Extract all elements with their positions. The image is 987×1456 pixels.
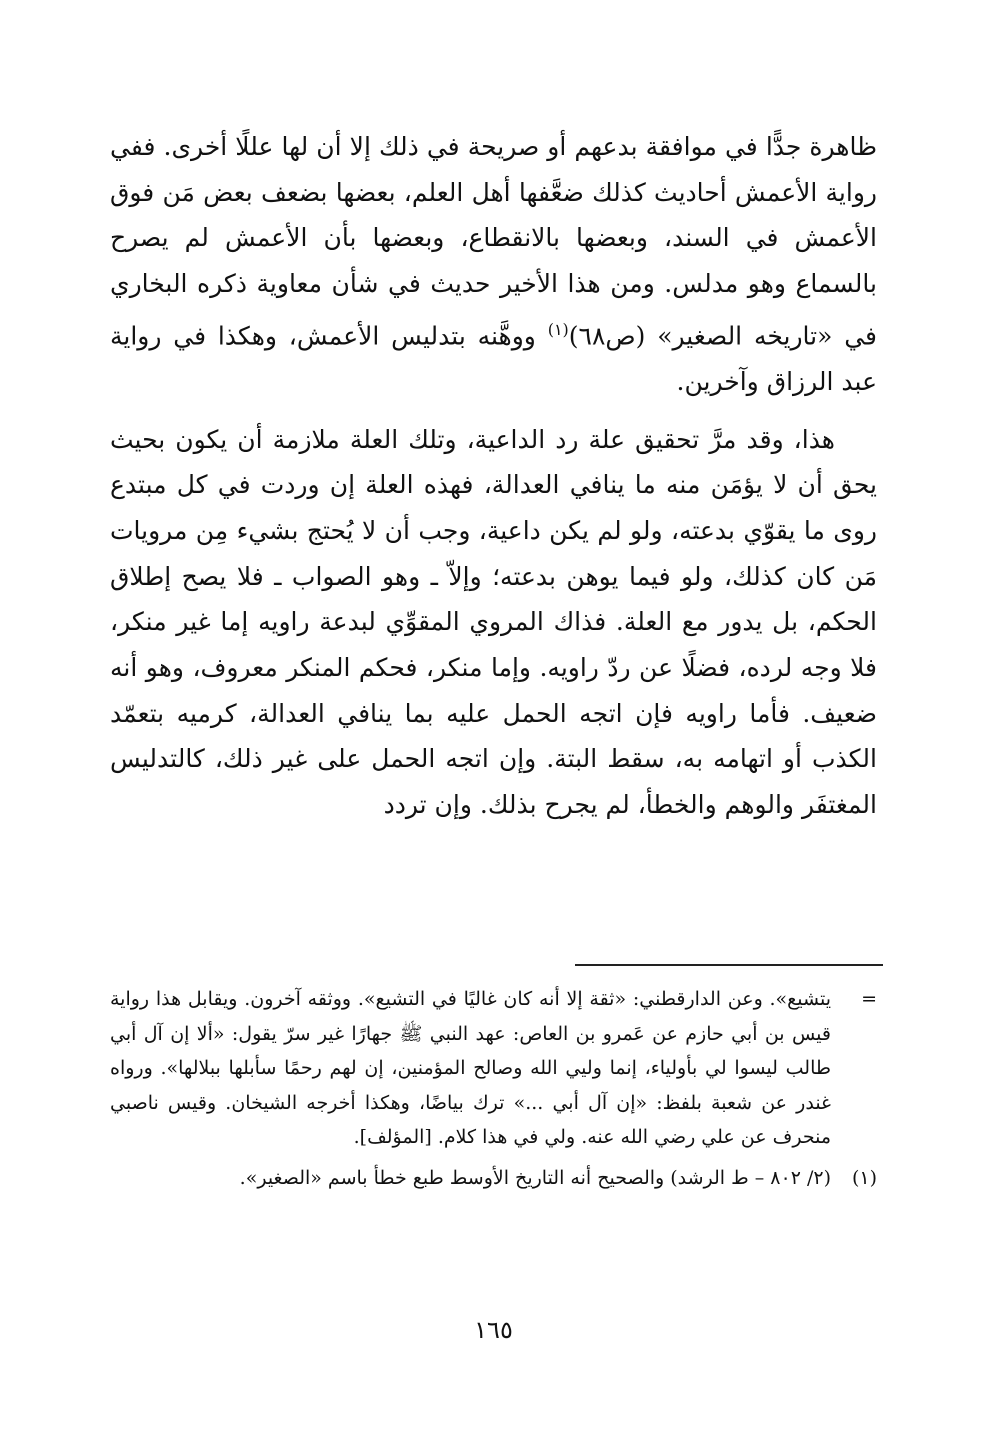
- footnote-text: (٢/ ٨٠٢ – ط الرشد) والصحيح أنه التاريخ الأوسط طبع خطأ باسم «الصغير».: [239, 1166, 831, 1189]
- footnote-reference: (١): [547, 319, 569, 339]
- footnotes: [110, 982, 877, 1195]
- footnote-continuation: [110, 982, 877, 1155]
- page-number: ١٦٥: [474, 1316, 513, 1344]
- main-text: [110, 124, 877, 828]
- footnote-marker: =: [861, 988, 877, 1010]
- footnote-marker: (١): [851, 1166, 877, 1189]
- paragraph-2: هذا، وقد مرَّ تحقيق علة رد الداعية، وتلك العلة ملازمة أن يكون بحيث يحق أن لا يؤمَن منه ما ينافي العدالة، فهذه العلة إن وردت في كل مبتدع روى ما يقوّي بدعته، ولو لم يكن داعية، وجب أن لا يُحتج بشيء مِن مرويات مَن كان كذلك، ولو فيما يوهن بدعته؛ وإلاّ ـ وهو الصواب ـ فلا يصح إطلاق الحكم، بل يدور مع العلة. فذاك المروي المقوِّي لبدعة راويه إما غير منكر، فلا وجه لرده، فضلًا عن ردّ راويه. وإما منكر، فحكم المنكر معروف، وهو أنه ضعيف. فأما راويه فإن اتجه الحمل عليه بما ينافي العدالة، كرميه بتعمّد الكذب أو اتهامه به، سقط البتة. وإن اتجه الحمل على غير ذلك، كالتدليس المغتفَر والوهم والخطأ، لم يجرح بذلك. وإن تردد: [110, 424, 877, 820]
- paragraph-1: [110, 124, 877, 405]
- footnote-text: يتشيع». وعن الدارقطني: «ثقة إلا أنه كان غاليًا في التشيع». ووثقه آخرون. ويقابل هذا رواية قيس بن أبي حازم عن عَمرو بن العاص: عهد النبي ﷺ جهارًا غير سرّ يقول: «ألا إن آل أبي طالب ليسوا لي بأولياء، إنما وليي الله وصالح المؤمنين، إن لهم رحمًا سأبلها ببلالها». ورواه غندر عن شعبة بلفظ: «إن آل أبي ...» ترك بياضًا، وهكذا أخرجه الشيخان. وقيس ناصبي منحرف عن علي رضي الله عنه. ولي في هذا كلام. [المؤلف].: [110, 988, 831, 1148]
- footnote-separator: [575, 964, 883, 966]
- paragraph-1-text: ظاهرة جدًّا في موافقة بدعهم أو صريحة في ذلك إلا أن لها عللًا أخرى. ففي رواية الأعمش أحاديث كذلك ضعَّفها أهل العلم، بعضها بضعف بعض مَن فوق الأعمش في السند، وبعضها بالانقطاع، وبعضها بأن الأعمش لم يصرح بالسماع وهو مدلس. ومن هذا الأخير حديث في شأن معاوية ذكره البخاري في «تاريخه الصغير» (ص٦٨): [110, 132, 877, 351]
- paragraph-1-text-end: ووهَّنه بتدليس الأعمش، وهكذا في رواية عبد الرزاق وآخرين.: [110, 321, 877, 396]
- footnote-1: [110, 1161, 877, 1196]
